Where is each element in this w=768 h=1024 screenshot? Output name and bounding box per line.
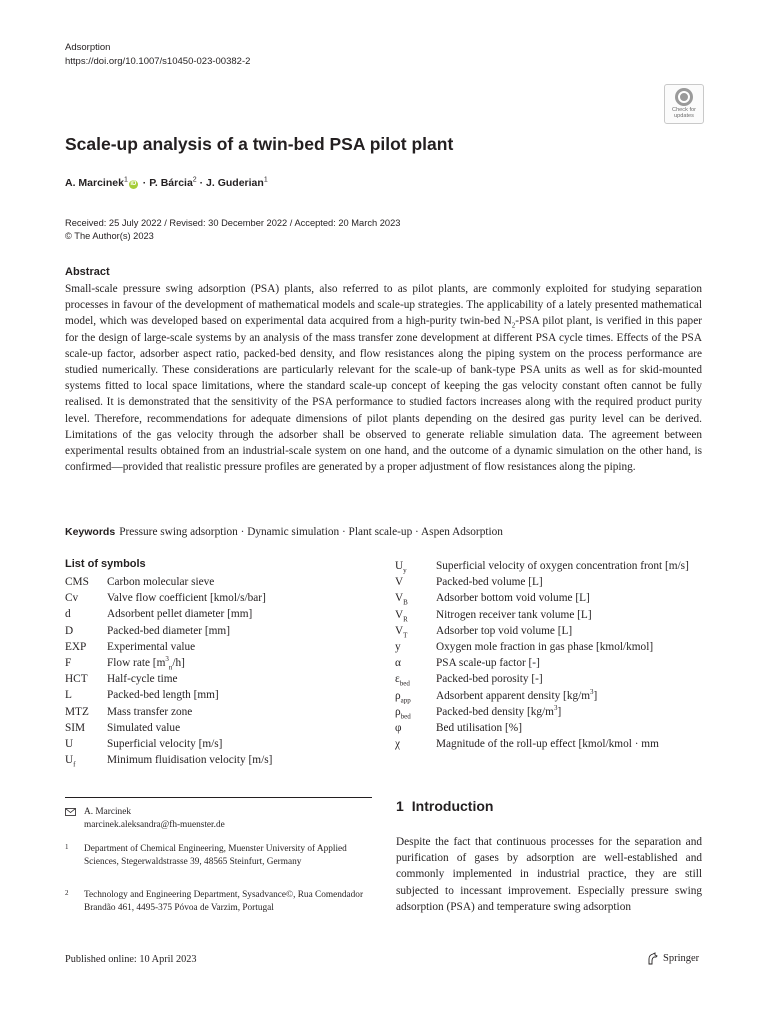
paper-title: Scale-up analysis of a twin-bed PSA pilot plant xyxy=(65,134,454,154)
symbol-row: EXP Experimental value xyxy=(65,640,196,653)
symbol-row: $U_y$ Superficial velocity of oxygen concentration front [m/s] xyxy=(395,560,689,575)
introduction-heading xyxy=(396,798,493,814)
symbol-row: χ Magnitude of the roll-up effect [kmol/kmol · mm xyxy=(395,738,659,751)
symbol-row: d Adsorbent pellet diameter [mm] xyxy=(65,608,253,621)
copyright: © The Author(s) 2023 xyxy=(65,231,154,241)
check-for-updates-badge[interactable] xyxy=(664,84,704,124)
footnote-divider xyxy=(65,797,372,798)
springer-logo[interactable] xyxy=(646,952,699,965)
section-title: Introduction xyxy=(411,798,494,814)
affiliation-number: 1 xyxy=(65,843,69,851)
symbol-row: CMS Carbon molecular sieve xyxy=(65,576,215,588)
keywords xyxy=(65,526,503,538)
symbol-row: $V_B$ Adsorber bottom void volume [L] xyxy=(395,592,590,607)
corresponding-email[interactable]: marcinek.aleksandra@fh-muenster.de xyxy=(84,820,225,830)
publisher-name: Springer xyxy=(663,953,700,964)
author-affiliation-mark: 1 xyxy=(263,176,268,184)
corresponding-name: A. Marcinek xyxy=(84,807,131,817)
symbol-row: MTZ Mass transfer zone xyxy=(65,705,193,718)
author-separator: · xyxy=(139,177,150,189)
author-list xyxy=(65,177,268,189)
symbol-row: F Flow rate $[m^3_n/h]$ xyxy=(65,655,185,672)
symbol-row: $\rho_{app}$ Adsorbent apparent density $[kg/m^3]$ xyxy=(395,687,598,704)
published-online: Published online: 10 April 2023 xyxy=(65,954,197,965)
author-name[interactable]: J. Guderian xyxy=(206,177,264,189)
symbol-row: SIM Simulated value xyxy=(65,721,181,734)
symbol-row: V Packed-bed volume [L] xyxy=(395,576,543,589)
symbol-row: φ Bed utilisation [%] xyxy=(395,722,522,735)
symbol-row: Cv Valve flow coefficient [kmol/s/bar] xyxy=(65,592,266,605)
keywords-list: Pressure swing adsorption · Dynamic simulation · Plant scale-up · Aspen Adsorption xyxy=(119,526,503,538)
journal-header xyxy=(65,41,250,69)
keywords-label: Keywords xyxy=(65,526,116,538)
affiliation-text: Technology and Engineering Department, Sysadvance©, Rua Comendador Brandão 461, 4495-375 Póvoa de Varzim, Portugal xyxy=(84,890,364,913)
symbol-row: $V_R$ Nitrogen receiver tank volume [L] xyxy=(395,608,592,623)
symbols-table-left xyxy=(65,574,365,768)
symbol-row: $V_T$ Adsorber top void volume [L] xyxy=(395,624,573,640)
symbol-row: HCT Half-cycle time xyxy=(65,673,178,686)
symbol-row: D Packed-bed diameter [mm] xyxy=(65,624,230,637)
author-affiliation-mark: 1 xyxy=(123,176,128,184)
symbol-row: y Oxygen mole fraction in gas phase [kmol/kmol] xyxy=(395,641,654,654)
symbol-row: $U_f$ Minimum fluidisation velocity [m/s] xyxy=(65,754,273,769)
envelope-icon[interactable] xyxy=(65,808,76,816)
history-dates: Received: 25 July 2022 / Revised: 30 December 2022 / Accepted: 20 March 2023 xyxy=(65,218,401,228)
symbols-table-right xyxy=(395,558,705,752)
affiliation-text: Department of Chemical Engineering, Muenster University of Applied Sciences, Stegerwaldstrasse 39, 48565 Steinfurt, Germany xyxy=(84,844,347,867)
author-affiliation-mark: 2 xyxy=(192,176,197,184)
affiliation-number: 2 xyxy=(65,889,69,897)
orcid-icon[interactable]: iD xyxy=(130,181,137,187)
section-number: 1 xyxy=(396,798,404,814)
abstract-text: Small-scale pressure swing adsorption (PSA) plants, also referred to as pilot plants, are commonly exploited for studying separation processes in favour of the development of mathematical models and scale-up strategies. The applicability of a lately presented mathematical model, which was developed based on experimental data acquired from a high-purity twin-bed $N_2$-PSA pilot plant, is verified in this paper for the design of large-scale systems by an analysis of the mass transfer zone development at different PSA cycle times. Effects of the PSA scale-up factor, adsorber aspect ratio, packed-bed density, and flow resistances along the piping system on the process performance are studied numerically. These considerations are particularly relevant for the scale-up of bank-type PSA units as well as for skid-mounted systems fitted to local space limitations, where the standard scale-up concept of keeping the gas velocity constant often cannot be fully realised. It is demonstrated that the sensitivity of the PSA performance to studied factors increases along with the required product purity level. Therefore, recommendations for adequate dimensions of pilot plants depending on the desired gas purity level can be derived. Limitations of the gas velocity through the adsorber shall be observed to generate reliable simulation data. The agreement between experimental results obtained from an industrial-scale system on one hand, and the outcome of a dynamic simulation on the other hand, is confirmed—provided that realistic pressure profiles are generated by a proper adjustment of flow resistances along the piping. xyxy=(65,283,702,474)
symbol-row: L Packed-bed length [mm] xyxy=(65,689,219,702)
abstract-heading: Abstract xyxy=(65,266,110,278)
check-for-updates-label: Check for updates xyxy=(672,107,696,119)
symbol-row: $\rho_{bed}$ Packed-bed density $[kg/m^3]$ xyxy=(395,704,562,721)
author-separator: · xyxy=(196,177,207,189)
author-name[interactable]: A. Marcinek xyxy=(65,177,124,189)
article-dates xyxy=(65,217,400,243)
symbol-row: $\varepsilon_{bed}$ Packed-bed porosity [-] xyxy=(395,673,543,688)
springer-horse-icon xyxy=(646,952,659,965)
author-name[interactable]: P. Bárcia xyxy=(149,177,193,189)
symbol-row: U Superficial velocity [m/s] xyxy=(65,738,223,751)
journal-name: Adsorption xyxy=(65,42,111,53)
symbols-heading: List of symbols xyxy=(65,558,146,570)
check-for-updates-icon xyxy=(675,88,693,106)
doi-link[interactable]: https://doi.org/10.1007/s10450-023-00382-2 xyxy=(65,56,251,67)
introduction-text: Despite the fact that continuous processes for the separation and purification of gases by adsorption are well-established and commonly implemented in industrial practice, they are still subjected to incessant improvement. Especially pressure swing adsorption (PSA) and temperature swing adsorption xyxy=(396,836,702,913)
symbol-row: α PSA scale-up factor [-] xyxy=(395,657,540,670)
